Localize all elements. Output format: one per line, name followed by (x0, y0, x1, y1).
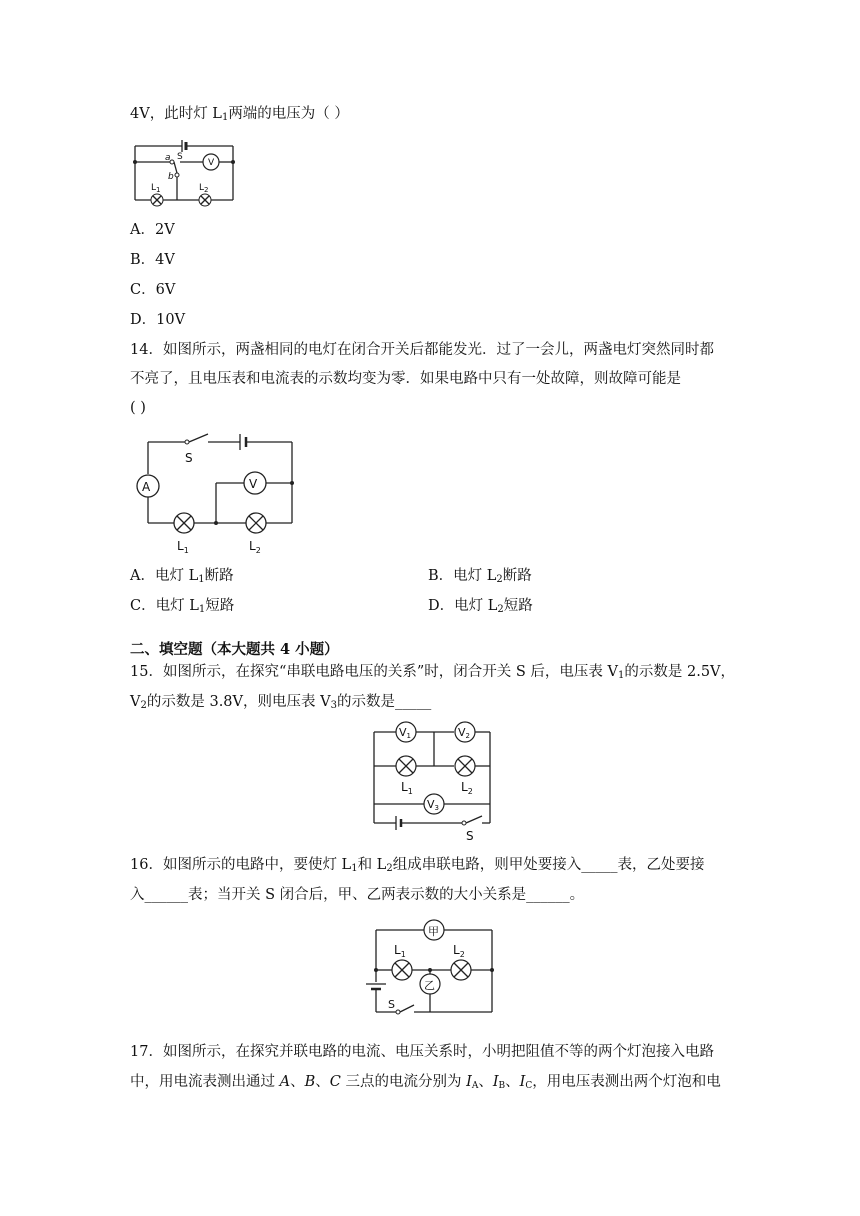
q13-option-d: D．10V (130, 312, 186, 328)
q15-stem-line2: $V_2$的示数是 3.8V，则电压表 $V_3$的示数是_____ (130, 694, 432, 711)
q16-label-l2: $L_2$ (453, 943, 465, 959)
q14-label-s: S (185, 451, 193, 465)
q14-stem-line3: ( ) (130, 400, 146, 416)
q13-label-s: S (177, 152, 183, 162)
q14-label-l1: $L_1$ (177, 539, 189, 555)
q14-label-v: V (249, 477, 258, 491)
q16-stem-line1: 16．如图所示的电路中，要使灯 $L_1$和 $L_2$组成串联电路，则甲处要接入_____表，乙处要接 (130, 857, 705, 874)
q13-option-b: B．4V (130, 252, 175, 268)
q15-label-l2: $L_2$ (461, 780, 473, 796)
section-title-fill-in: 二、填空题（本大题共 4 小题） (130, 641, 339, 658)
q13-circuit-diagram (125, 132, 245, 212)
q15-label-s: S (466, 829, 474, 843)
q15-label-l1: $L_1$ (401, 780, 413, 796)
q14-option-b: B．电灯 $L_2$断路 (428, 568, 532, 585)
q13-stem: 4V，此时灯 $L_1$两端的电压为（ ） (130, 106, 349, 123)
q13-label-l1: $L_1$ (151, 183, 161, 194)
q15-label-v3: V3 (427, 798, 439, 812)
q17-stem-line1: 17．如图所示，在探究并联电路的电流、电压关系时，小明把阻值不等的两个灯泡接入电路 (130, 1044, 714, 1060)
q14-stem-line1: 14．如图所示，两盏相同的电灯在闭合开关后都能发光．过了一会儿，两盏电灯突然同时都 (130, 342, 714, 358)
q15-label-v1: V1 (399, 726, 411, 740)
q16-label-l1: $L_1$ (394, 943, 406, 959)
q13-label-b: b (168, 172, 174, 182)
q14-option-d: D．电灯 $L_2$短路 (428, 598, 533, 615)
q15-stem-line1: 15．如图所示，在探究“串联电路电压的关系”时，闭合开关 S 后，电压表 $V_1$的示数是 2.5V， (130, 664, 736, 681)
q17-stem-line2: 中，用电流表测出通过 A、B、C 三点的电流分别为 $I_A$、$I_B$、$I_C$，用电压表测出两个灯泡和电 (130, 1074, 721, 1091)
q13-label-v: V (208, 158, 215, 168)
q14-label-a: A (142, 480, 151, 494)
q16-label-yi: 乙 (424, 979, 435, 992)
q13-label-a: a (165, 153, 171, 163)
q14-circuit-diagram (130, 430, 310, 560)
q14-option-c: C．电灯 $L_1$短路 (130, 598, 235, 615)
q16-label-jia: 甲 (428, 925, 439, 938)
q14-label-l2: $L_2$ (249, 539, 261, 555)
q16-label-s: S (388, 998, 395, 1011)
q15-circuit-diagram (370, 720, 500, 843)
q13-option-c: C．6V (130, 282, 176, 298)
q16-stem-line2: 入______表；当开关 S 闭合后，甲、乙两表示数的大小关系是______。 (130, 887, 585, 903)
q13-label-l2: $L_2$ (199, 183, 209, 194)
q13-option-a: A．2V (130, 222, 175, 238)
q15-label-v2: V2 (458, 726, 470, 740)
q14-option-a: A．电灯 $L_1$断路 (130, 568, 234, 585)
q16-circuit-diagram (362, 912, 502, 1022)
q14-stem-line2: 不亮了，且电压表和电流表的示数均变为零．如果电路中只有一处故障，则故障可能是 (130, 371, 681, 387)
